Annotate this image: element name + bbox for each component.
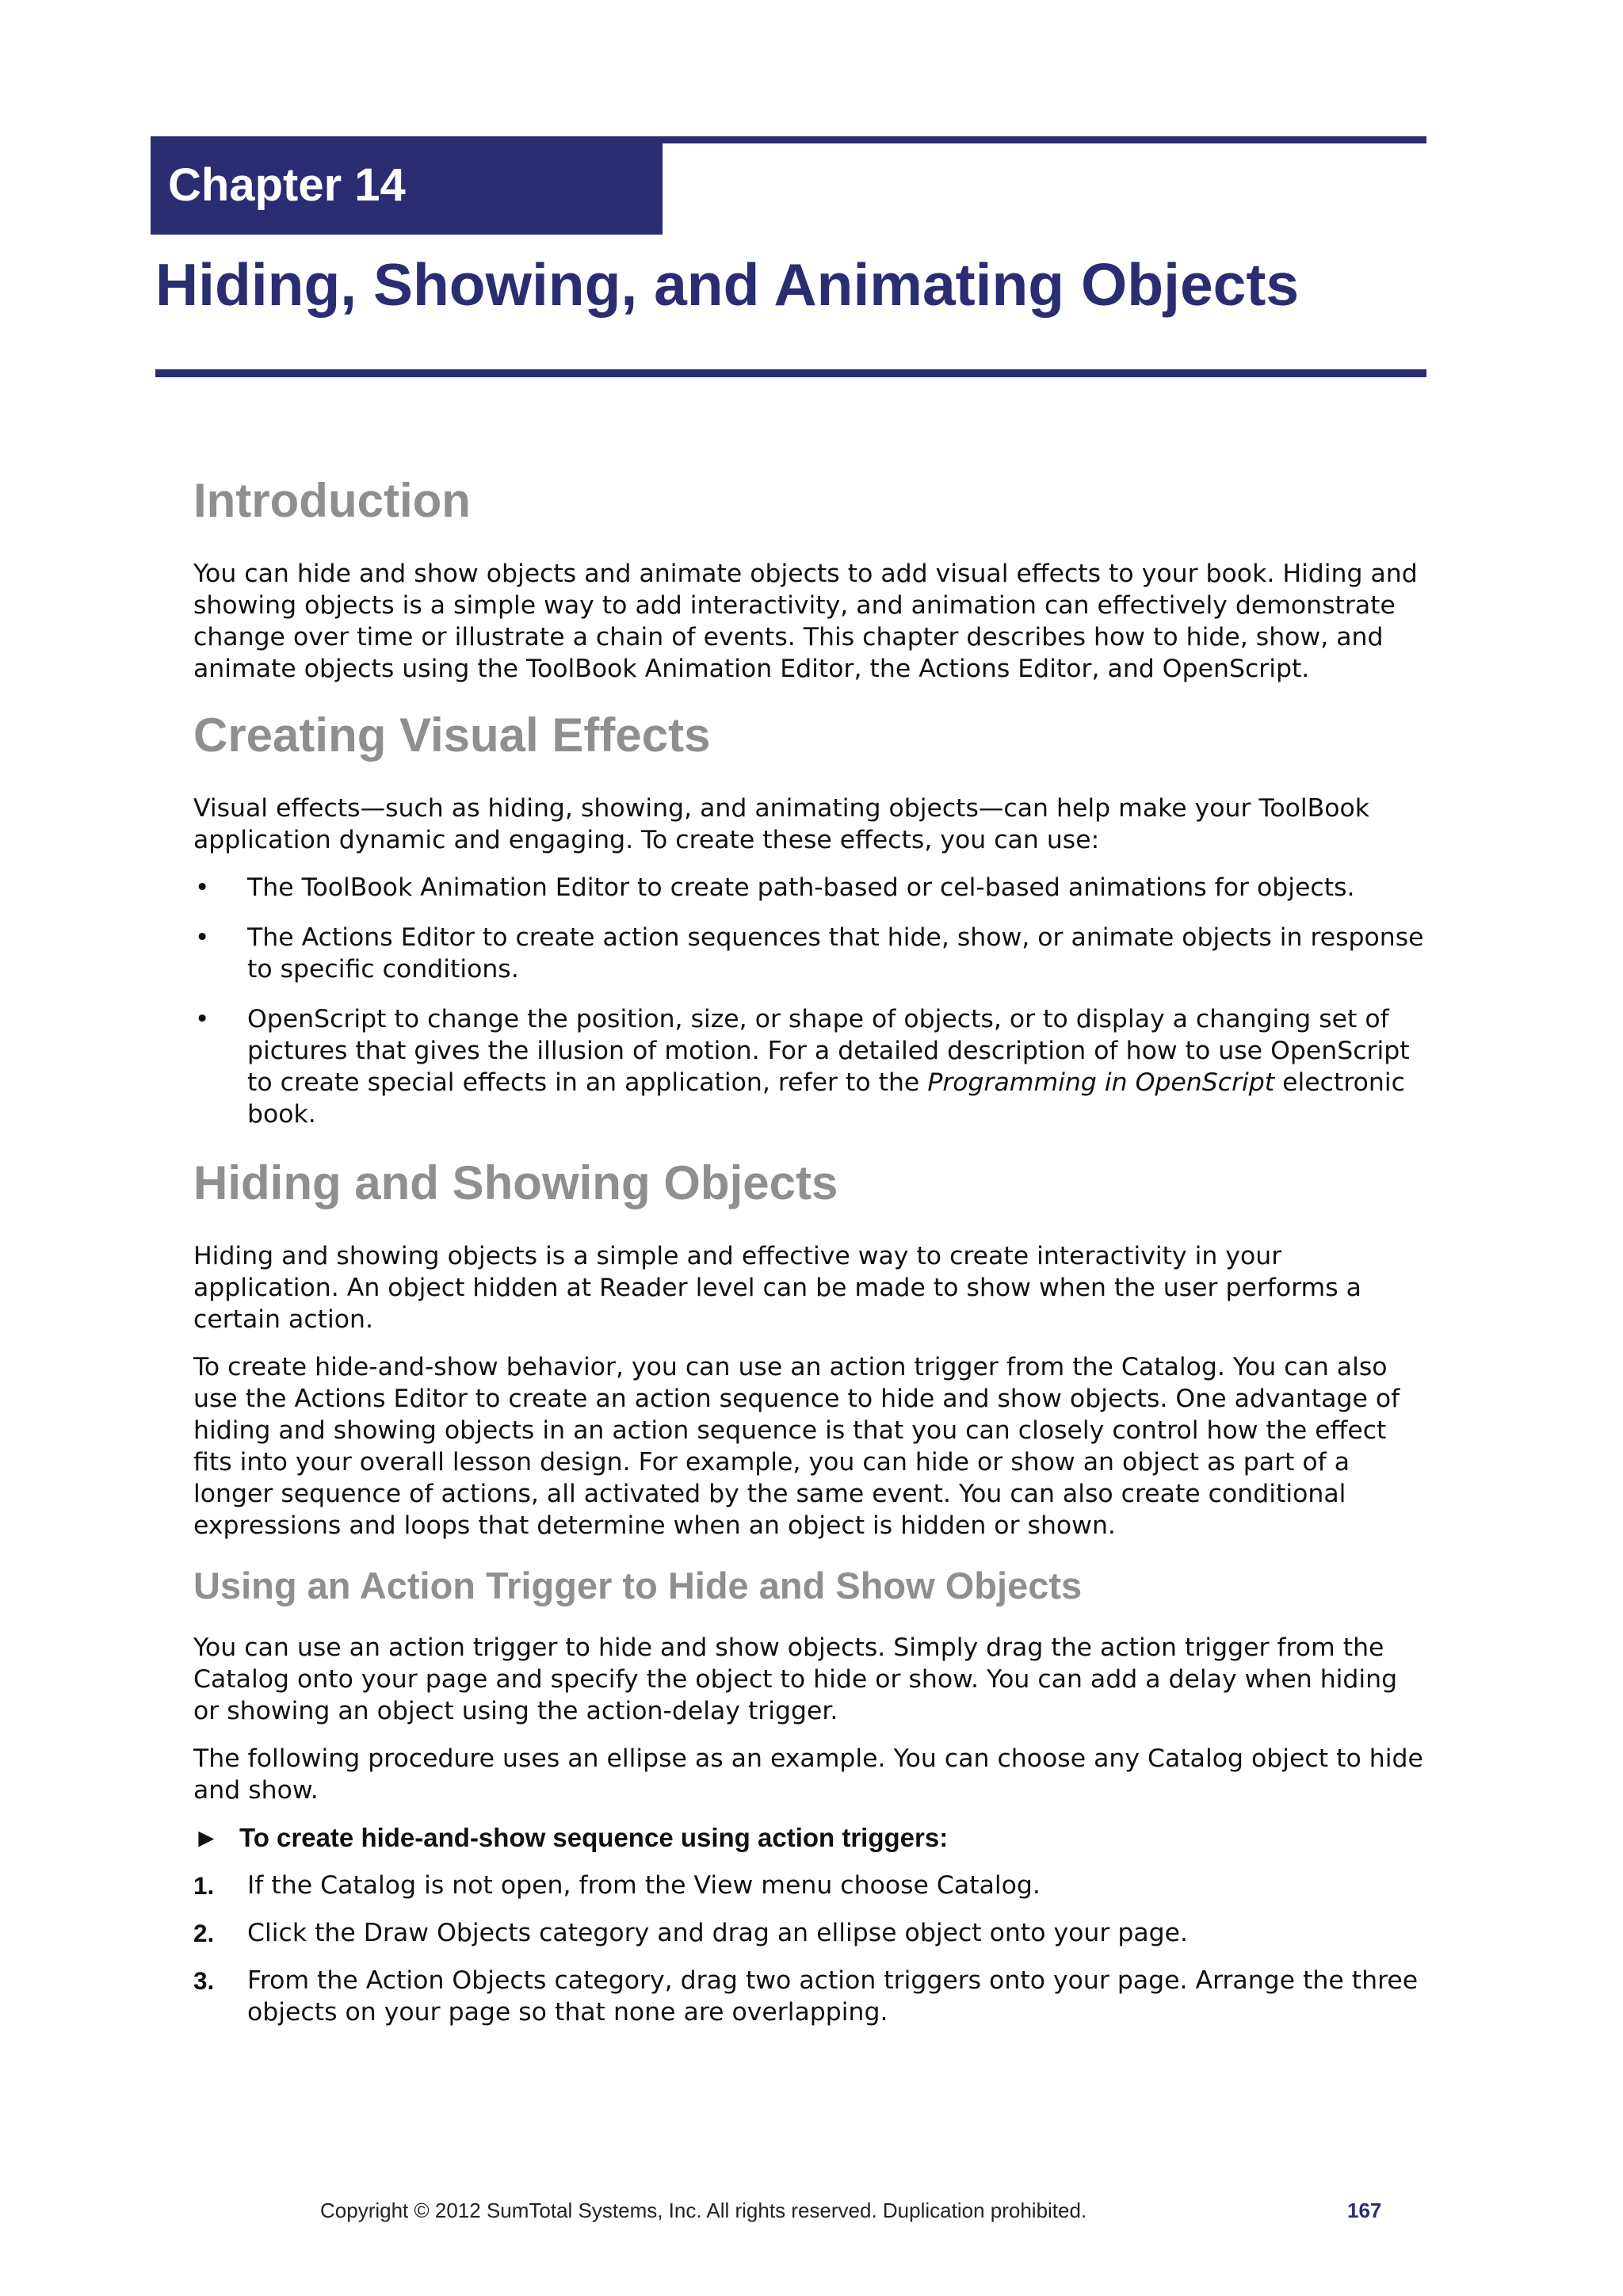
action-trigger-paragraph-1: You can use an action trigger to hide and show objects. Simply drag the action trigger from the Catalog onto your page and specify the object to hide or show. You can add a delay when hiding or showing an object using the action-delay trigger.	[193, 1633, 1398, 1726]
subsection-heading-action-trigger: Using an Action Trigger to Hide and Show Objects	[193, 1564, 1083, 1606]
hiding-showing-paragraph-1: Hiding and showing objects is a simple and effective way to create interactivity in your application. An object hidden at Reader level can be made to show when the user performs a certain action.	[193, 1242, 1361, 1334]
procedure-heading-colon: :	[939, 1823, 949, 1853]
main-content	[193, 472, 1430, 2044]
list-item-text: The ToolBook Animation Editor to create path-based or cel-based animations for objects.	[247, 873, 1355, 902]
section-heading-introduction: Introduction	[193, 474, 471, 527]
list-item-text-start: OpenScript to change the position, size, or shape of objects, or to display a changing set of pictures that gives the illusion of motion. For a detailed description of how to use OpenScript to create special effects in an application, refer to the	[247, 1005, 1410, 1097]
title-bottom-rule	[155, 369, 1426, 377]
bullet-icon: •	[195, 923, 210, 952]
book-title-reference: Programming in OpenScript	[927, 1068, 1275, 1097]
procedure-step	[193, 1965, 1430, 2028]
step-text: If the Catalog is not open, from the View menu choose Catalog.	[247, 1871, 1041, 1901]
visual-effects-paragraph: Visual effects—such as hiding, showing, and animating objects—can help make your ToolBook application dynamic and engaging. To create these effects, you can use:	[193, 794, 1370, 854]
step-number: 3.	[193, 1966, 215, 1996]
list-item	[193, 922, 1430, 985]
section-heading-visual-effects: Creating Visual Effects	[193, 709, 711, 762]
step-number: 1.	[193, 1871, 215, 1901]
chapter-label: Chapter 14	[151, 136, 663, 235]
step-number: 2.	[193, 1919, 215, 1948]
step-text: Click the Draw Objects category and drag an ellipse object onto your page.	[247, 1919, 1189, 1948]
section-hiding-showing	[193, 1155, 1430, 1541]
section-creating-visual-effects	[193, 707, 1430, 1130]
list-item	[193, 1003, 1430, 1130]
procedure-step	[193, 1917, 1430, 1949]
procedure-heading	[193, 1822, 1430, 1854]
procedure-arrow-icon: ►	[193, 1823, 220, 1853]
visual-effects-list	[193, 872, 1430, 1130]
page-number: 167	[1347, 2199, 1382, 2222]
page-title: Hiding, Showing, and Animating Objects	[155, 251, 1300, 318]
action-trigger-paragraph-2: The following procedure uses an ellipse as an example. You can choose any Catalog object to hide and show.	[193, 1744, 1423, 1805]
bullet-icon: •	[195, 1005, 210, 1033]
list-item-text-end: electronic book.	[247, 1068, 1405, 1129]
procedure-heading-text: To create hide-and-show sequence using action triggers	[239, 1823, 940, 1853]
section-heading-hiding-showing: Hiding and Showing Objects	[193, 1156, 838, 1209]
section-introduction	[193, 472, 1430, 685]
section-action-trigger	[193, 1564, 1430, 2028]
list-item-text: The Actions Editor to create action sequences that hide, show, or animate objects in response to specific conditions.	[247, 923, 1424, 984]
procedure-step	[193, 1870, 1430, 1901]
hiding-showing-paragraph-2: To create hide-and-show behavior, you can use an action trigger from the Catalog. You can also use the Actions Editor to create an action sequence to hide and show objects. One advantage of hiding and showing objects in an action sequence is that you can closely control how the effect fits into your overall lesson design. For example, you can hide or show an object as part of a longer sequence of actions, all activated by the same event. You can also create conditional expressions and loops that determine when an object is hidden or shown.	[193, 1353, 1400, 1540]
procedure-steps	[193, 1870, 1430, 2028]
step-text: From the Action Objects category, drag two action triggers onto your page. Arrange the three objects on your page so that none are overlapping.	[247, 1966, 1419, 2027]
bullet-icon: •	[195, 873, 210, 902]
footer-copyright: Copyright © 2012 SumTotal Systems, Inc. All rights reserved. Duplication prohibited.	[320, 2199, 1087, 2222]
introduction-paragraph: You can hide and show objects and animate objects to add visual effects to your book. Hiding and showing objects is a simple way to add interactivity, and animation can effectively demonstrate change over time or illustrate a chain of events. This chapter describes how to hide, show, and animate objects using the ToolBook Animation Editor, the Actions Editor, and OpenScript.	[193, 560, 1418, 683]
list-item	[193, 872, 1430, 904]
